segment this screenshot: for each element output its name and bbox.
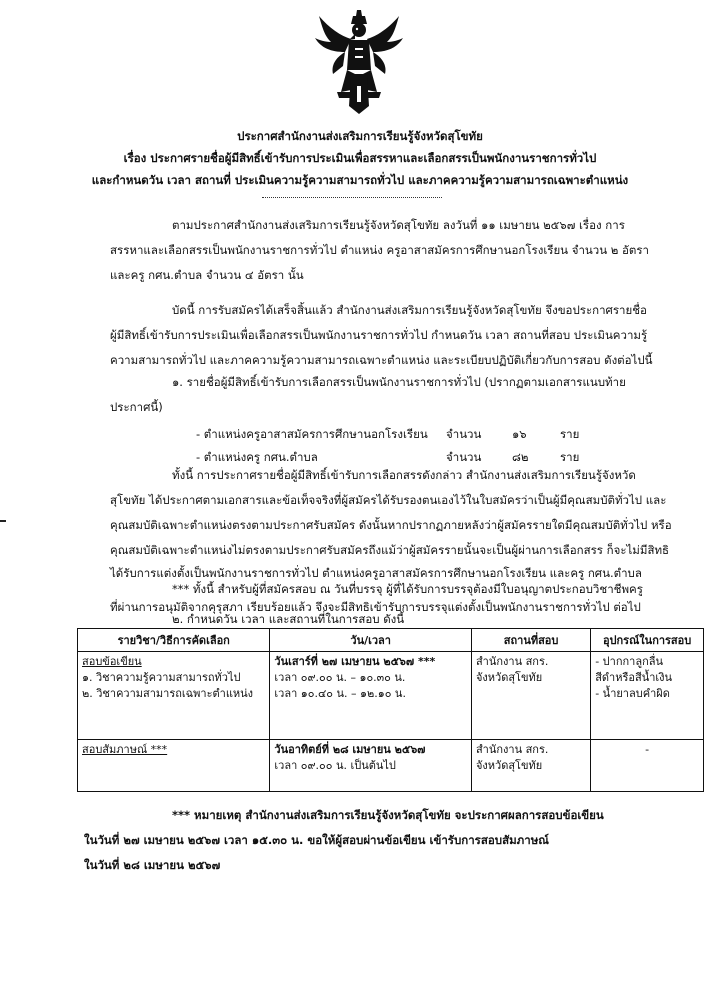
- position-2-count: ๘๒: [512, 450, 529, 464]
- item-1-line-2: ประกาศนี้): [110, 400, 163, 414]
- paragraph-3-line-4: คุณสมบัติเฉพาะตำแหน่งไม่ตรงตามประกาศรับสมัครถึงแม้ว่าผู้สมัครรายนั้นจะเป็นผู้ผ่านการเลือกสรร ก็จะไม่มีสิทธิ: [110, 543, 670, 557]
- table-header-row: [78, 629, 704, 652]
- place-cell: [471, 652, 590, 740]
- column-header-datetime: วัน/เวลา: [270, 629, 472, 652]
- equipment-line-2: สีดำหรือสีน้ำเงิน: [595, 671, 673, 684]
- column-header-equipment: อุปกรณ์ในการสอบ: [591, 629, 704, 652]
- equipment-cell: [591, 740, 704, 792]
- position-2-name: - ตำแหน่งครู กศน.ตำบล: [196, 450, 318, 464]
- position-2-unit: ราย: [560, 450, 580, 464]
- column-header-subject: รายวิชา/วิธีการคัดเลือก: [78, 629, 270, 652]
- table-row: [78, 652, 704, 740]
- written-exam-time-2: เวลา ๑๐.๔๐ น. – ๑๒.๑๐ น.: [274, 687, 406, 700]
- margin-mark: [0, 520, 6, 522]
- item-1-line-1: ๑. รายชื่อผู้มีสิทธิ์เข้ารับการเลือกสรรเป็นพนักงานราชการทั่วไป (ปรากฏตามเอกสารแนบท้าย: [172, 375, 626, 389]
- paragraph-3-line-1: ทั้งนี้ การประกาศรายชื่อผู้มีสิทธิ์เข้ารับการเลือกสรรดังกล่าว สำนักงานส่งเสริมการเรียนรู้จังหวัด: [172, 468, 636, 482]
- position-1-name: - ตำแหน่งครูอาสาสมัครการศึกษานอกโรงเรียน: [196, 427, 428, 441]
- equipment-cell: [591, 652, 704, 740]
- place-line-2: จังหวัดสุโขทัย: [475, 671, 543, 684]
- place-line-1: สำนักงาน สกร.: [475, 655, 549, 668]
- interview-title: [82, 742, 265, 758]
- column-header-place: สถานที่สอบ: [471, 629, 590, 652]
- interview-date: วันอาทิตย์ที่ ๒๘ เมษายน ๒๕๖๗: [274, 743, 426, 756]
- paragraph-3-line-3: คุณสมบัติเฉพาะตำแหน่งตรงตามประกาศรับสมัคร ดังนั้นหากปรากฏภายหลังว่าผู้สมัครรายใดมีคุณสมบัติทั่วไป หรือ: [110, 518, 672, 532]
- paragraph-3-line-2: สุโขทัย ได้ประกาศตามเอกสารและข้อเท็จจริงที่ผู้สมัครได้รับรองตนเองไว้ในใบสมัครว่าเป็นผู้มีคุณสมบัติทั่วไป และ: [110, 493, 667, 507]
- subject-cell: [78, 652, 270, 740]
- written-exam-time-1: เวลา ๐๙.๐๐ น. – ๑๐.๓๐ น.: [274, 671, 406, 684]
- written-exam-date: วันเสาร์ที่ ๒๗ เมษายน ๒๕๖๗ ***: [274, 655, 436, 668]
- announcement-subject-line-1: เรื่อง ประกาศรายชื่อผู้มีสิทธิ์เข้ารับการประเมินเพื่อสรรหาและเลือกสรรเป็นพนักงานราชการทั่วไป: [123, 151, 597, 165]
- item-2-line: ๒. กำหนดวัน เวลา และสถานที่ในการสอบ ดังนี้: [172, 612, 405, 626]
- place-line-2: จังหวัดสุโขทัย: [475, 759, 543, 772]
- subject-specific: ๒. วิชาความสามารถเฉพาะตำแหน่ง: [82, 687, 254, 700]
- announcement-subject-line-2: และกำหนดวัน เวลา สถานที่ ประเมินความรู้ความสามารถทั่วไป และภาคความรู้ความสามารถเฉพาะตำแหน่ง: [91, 173, 629, 187]
- interview-title-text: สอบสัมภาษณ์ ***: [82, 743, 168, 756]
- note-line-3: ในวันที่ ๒๘ เมษายน ๒๕๖๗: [84, 858, 221, 872]
- note-line-1: *** หมายเหตุ สำนักงานส่งเสริมการเรียนรู้จังหวัดสุโขทัย จะประกาศผลการสอบข้อเขียน: [172, 808, 604, 822]
- note-line-2: ในวันที่ ๒๗ เมษายน ๒๕๖๗ เวลา ๑๕.๓๐ น. ขอให้ผู้สอบผ่านข้อเขียน เข้ารับการสอบสัมภาษณ์: [84, 833, 549, 847]
- datetime-cell: [270, 740, 472, 792]
- garuda-emblem-icon: [311, 6, 407, 118]
- equipment-line-3: - น้ำยาลบคำผิด: [595, 687, 670, 700]
- announcement-title: ประกาศสำนักงานส่งเสริมการเรียนรู้จังหวัดสุโขทัย: [237, 129, 483, 143]
- place-line-1: สำนักงาน สกร.: [475, 743, 549, 756]
- position-1-count: ๑๖: [512, 427, 527, 441]
- place-cell: [471, 740, 590, 792]
- interview-time: เวลา ๐๙.๐๐ น. เป็นต้นไป: [274, 759, 396, 772]
- paragraph-1-line-1: ตามประกาศสำนักงานส่งเสริมการเรียนรู้จังหวัดสุโขทัย ลงวันที่ ๑๑ เมษายน ๒๕๖๗ เรื่อง การ: [172, 218, 625, 232]
- paragraph-2-line-1: บัดนี้ การรับสมัครได้เสร็จสิ้นแล้ว สำนักงานส่งเสริมการเรียนรู้จังหวัดสุโขทัย จึงขอประกาศรายชื่อ: [172, 303, 647, 317]
- paragraph-1-line-3: และครู กศน.ตำบล จำนวน ๔ อัตรา นั้น: [110, 268, 304, 282]
- equipment-line-1: - ปากกาลูกลื่น: [595, 655, 663, 668]
- paragraph-3-line-5: ได้รับการแต่งตั้งเป็นพนักงานราชการทั่วไป ตำแหน่งครูอาสาสมัครการศึกษานอกโรงเรียน และครู กศน.ตำบล: [110, 566, 642, 580]
- table-row: [78, 740, 704, 792]
- position-1-unit: ราย: [560, 427, 580, 441]
- subject-cell: [78, 740, 270, 792]
- paragraph-2-line-2: ผู้มีสิทธิ์เข้ารับการประเมินเพื่อเลือกสรรเป็นพนักงานราชการทั่วไป กำหนดวัน เวลา สถานที่สอบ ประเมินความรู้: [110, 328, 648, 342]
- equipment-line-1: -: [645, 743, 650, 756]
- datetime-cell: [270, 652, 472, 740]
- exam-schedule-table: [77, 628, 704, 792]
- paragraph-1-line-2: สรรหาและเลือกสรรเป็นพนักงานราชการทั่วไป ตำแหน่ง ครูอาสาสมัครการศึกษานอกโรงเรียน จำนวน ๒ อัตรา: [110, 243, 649, 257]
- written-exam-title: สอบข้อเขียน: [82, 655, 142, 668]
- subject-general: ๑. วิชาความรู้ความสามารถทั่วไป: [82, 671, 241, 684]
- position-2-label: จำนวน: [446, 450, 482, 464]
- paragraph-2-line-3: ความสามารถทั่วไป และภาคความรู้ความสามารถเฉพาะตำแหน่ง และระเบียบปฏิบัติเกี่ยวกับการสอบ ดังต่อไปนี้: [110, 353, 653, 367]
- position-1-label: จำนวน: [446, 427, 482, 441]
- paragraph-4-line-2: ที่ผ่านการอนุมัติจากคุรุสภา เรียบร้อยแล้ว จึงจะมีสิทธิเข้ารับการบรรจุแต่งตั้งเป็นพนักงานราชการทั่วไป ต่อไป: [110, 600, 641, 614]
- header-divider: [262, 197, 442, 198]
- paragraph-4-line-1: *** ทั้งนี้ สำหรับผู้ที่สมัครสอบ ณ วันที่บรรจุ ผู้ที่ได้รับการบรรจุต้องมีใบอนุญาตประกอบวิชาชีพครู: [172, 582, 643, 596]
